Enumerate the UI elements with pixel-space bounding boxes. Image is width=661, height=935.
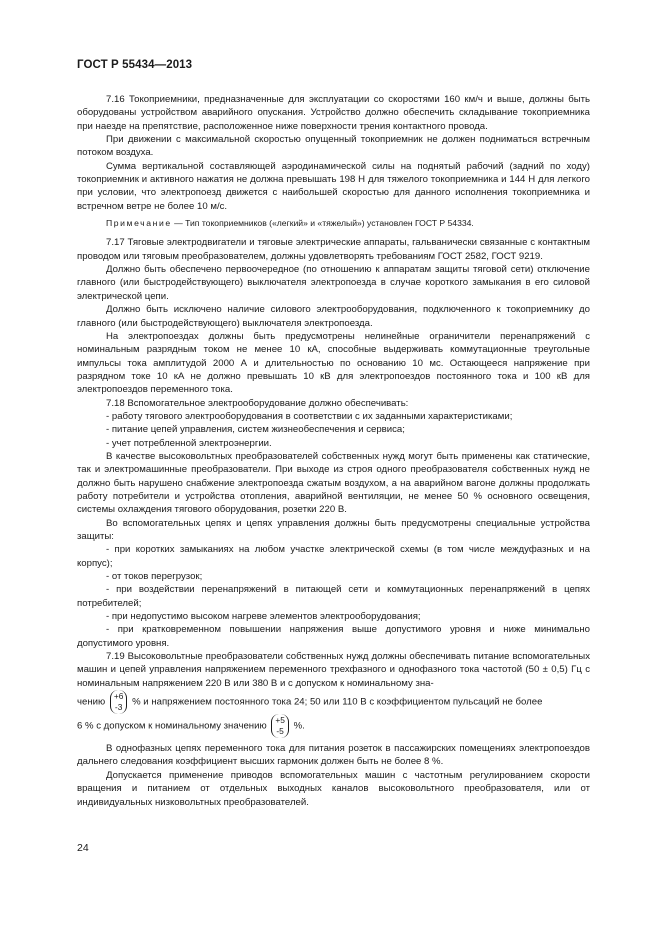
list-item: - при воздействии перенапряжений в питающей сети и коммутационных перенапряжений в цепях потребителей; xyxy=(77,584,590,609)
clause-7-17-paragraph: Должно быть исключено наличие силового электрооборудования, подключенного к токоприемнику до главного (или быстродействующего) выключателя электропоезда. xyxy=(77,304,590,329)
clause-7-18-paragraph: Во вспомогательных цепях и цепях управления должны быть предусмотрены специальные устройства защиты: xyxy=(77,517,590,542)
clause-7-19-paragraph: В однофазных цепях переменного тока для питания розеток в пассажирских помещениях электропоездов дальнего следования коэффициент высших гармоник должен быть не более 8 %. xyxy=(77,743,590,768)
text-fragment: 6 % с допуском к номинальному значению xyxy=(77,720,267,732)
tolerance-ac xyxy=(110,690,128,714)
clause-7-16-paragraph: При движении с максимальной скоростью опущенный токоприемник не должен подниматься встречным потоком воздуха. xyxy=(77,134,590,159)
list-item: - при недопустимо высоком нагреве элементов электрооборудования; xyxy=(106,611,421,623)
text-fragment: %. xyxy=(293,720,305,732)
tolerance-plus: +5 xyxy=(275,715,285,726)
list-item: - от токов перегрузок; xyxy=(106,571,203,583)
document-body xyxy=(77,93,590,809)
clause-7-19-paragraph: 7.19 Высоковольтные преобразователи собственных нужд должны обеспечивать питание вспомогательных машин и цепей управления напряжением переменного трехфазного и однофазного тока частотой (50 ± 0,5) Гц с номинальным напряжением 220 В или 380 В и с допуском к номинальному зна- xyxy=(77,651,590,689)
voltage-tolerance-line xyxy=(77,714,590,738)
tolerance-plus: +6 xyxy=(113,691,124,702)
clause-7-16-paragraph: Сумма вертикальной составляющей аэродинамической силы на поднятый рабочий (задний по ходу) токоприемник и активного нажатия не должна превышать 198 Н для тяжелого токоприемника и 144 Н для легкого при условии, что электропоезд движется с наибольшей скоростью для данного исполнения токоприемника и встречном ветре не более 10 м/с. xyxy=(77,160,590,212)
text-fragment: чению xyxy=(77,696,106,708)
clause-7-17-paragraph: Должно быть обеспечено первоочередное (по отношению к аппаратам защиты тяговой сети) отключение главного (или быстродействующего) выключателя электропоезда в случае короткого замыкания в его силовой электрической цепи. xyxy=(77,264,590,302)
tolerance-minus: -5 xyxy=(276,726,284,737)
note-text: — Тип токоприемников («легкий» и «тяжелый») установлен ГОСТ Р 54334. xyxy=(171,218,474,229)
tolerance-dc xyxy=(271,714,289,738)
clause-7-16-paragraph: 7.16 Токоприемники, предназначенные для эксплуатации со скоростями 160 км/ч и выше, должны быть оборудованы устройством аварийного опускания. Устройство должно обеспечить складывание токоприемника при наезде на препятствие, расположенное ниже поверхности трения контактного провода. xyxy=(77,94,590,132)
page-number: 24 xyxy=(77,842,89,854)
clause-7-17-paragraph: 7.17 Тяговые электродвигатели и тяговые электрические аппараты, гальванически связанные с контактным проводом или тяговым преобразователем, должны удовлетворять требованиям ГОСТ 2582, ГОСТ 9219. xyxy=(77,237,590,262)
clause-7-19-paragraph: Допускается применение приводов вспомогательных машин с частотным регулированием скорости вращения и питанием от отдельных выходных каналов высоковольтного преобразователя, или от индивидуальных низковольтных преобразователей. xyxy=(77,769,590,808)
list-item: - учет потребленной электроэнергии. xyxy=(106,437,272,449)
list-item: - при кратковременном повышении напряжения выше допустимого уровня и ниже минимально допустимого уровня. xyxy=(77,624,590,649)
clause-7-17-paragraph: На электропоездах должны быть предусмотрены нелинейные ограничители перенапряжений с номинальным разрядным током не менее 10 кА, способные выдерживать коммутационные треугольные импульсы тока амплитудой 2000 А и длительностью по основанию 10 мс. Остающееся напряжение при разрядном токе 10 кА не должно превышать 10 кВ для электропоездов постоянного тока и 100 кВ для электропоездов переменного тока. xyxy=(77,330,590,396)
note xyxy=(77,217,590,230)
voltage-tolerance-line xyxy=(77,690,590,714)
note-label: Примечание xyxy=(106,218,172,229)
clause-7-18-paragraph: 7.18 Вспомогательное электрооборудование должно обеспечивать: xyxy=(106,397,409,409)
page-header-standard-number: ГОСТ Р 55434—2013 xyxy=(77,59,193,71)
list-item: - при коротких замыканиях на любом участке электрической схемы (в том числе междуфазных и на корпус); xyxy=(77,544,590,569)
tolerance-minus: -3 xyxy=(114,702,123,713)
text-fragment: % и напряжением постоянного тока 24; 50 или 110 В с коэффициентом пульсаций не более xyxy=(132,696,543,708)
clause-7-18-paragraph: В качестве высоковольтных преобразователей собственных нужд могут быть применены как статические, так и электромашинные преобразователи. При выходе из строя одного преобразователя собственных нужд не должно быть нарушено снабжение электропоезда сжатым воздухом, а на аварийном вагоне должны продолжать работу потребители и устройства отопления, аварийной вентиляции, не менее 50 % основного освещения, системы охлаждения тягового оборудования, розетки 220 В. xyxy=(77,450,590,516)
list-item: - работу тягового электрооборудования в соответствии с их заданными характеристиками; xyxy=(106,410,513,422)
list-item: - питание цепей управления, систем жизнеобеспечения и сервиса; xyxy=(106,424,405,436)
